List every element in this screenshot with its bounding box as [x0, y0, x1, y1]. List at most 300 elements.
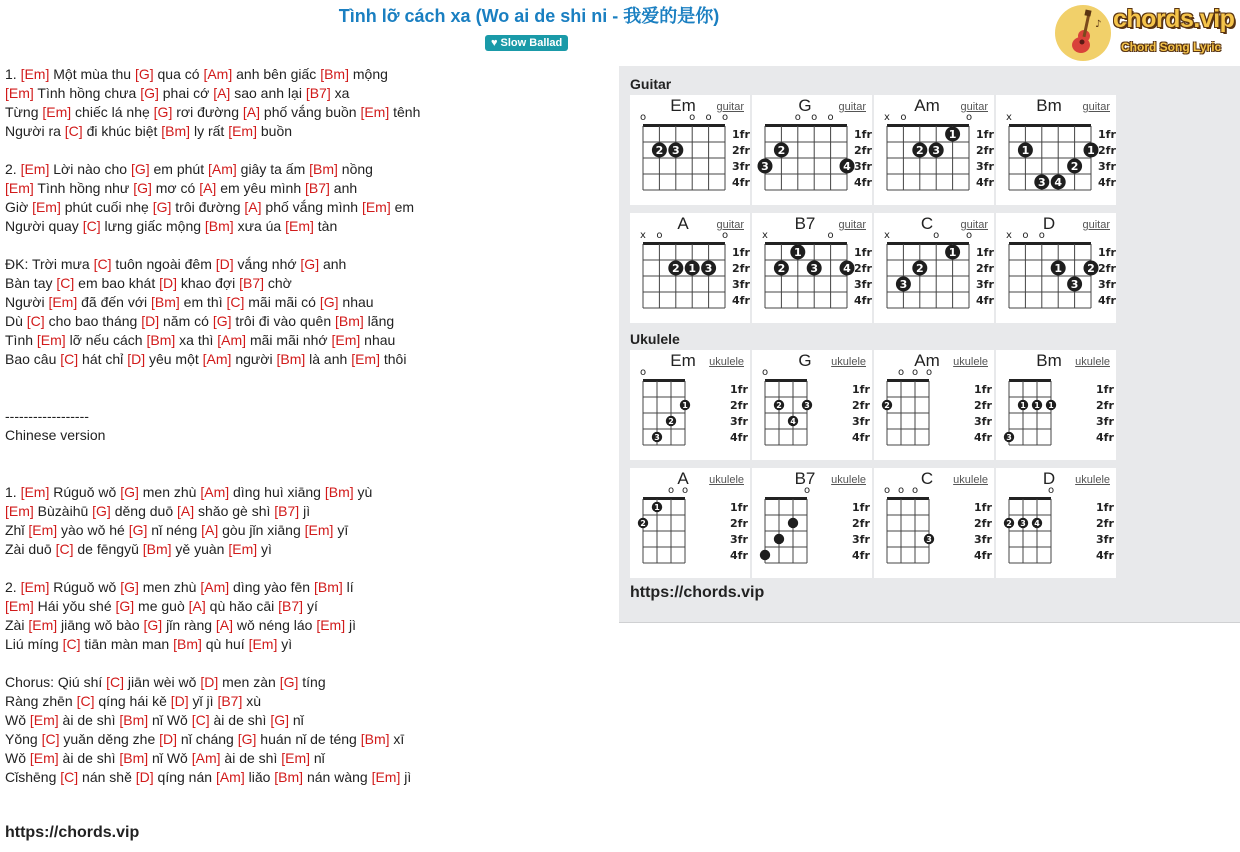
lyric-line [5, 312, 605, 331]
finger-number: 1 [1054, 262, 1063, 275]
chord-link[interactable]: [G] [92, 503, 111, 519]
lyric-text: tíng [298, 674, 326, 690]
finger-number: 2 [668, 417, 674, 426]
chord-link[interactable]: [D] [159, 275, 177, 291]
string-marker: o [897, 367, 905, 378]
lyric-text: em phút [149, 161, 208, 177]
fret-label: 3fr [730, 533, 748, 546]
chord-card-a[interactable] [630, 213, 750, 323]
chord-card-bm[interactable] [996, 350, 1116, 460]
chord-link[interactable]: [D] [170, 693, 189, 709]
lyric-text: buồn [256, 123, 293, 139]
chord-link[interactable]: [Em] [28, 522, 58, 538]
chord-link[interactable]: [G] [140, 85, 159, 101]
chord-card-em[interactable] [630, 350, 750, 460]
lyric-text: jì [345, 617, 356, 633]
lyric-text: nồng [337, 161, 373, 177]
chord-link[interactable]: [C] [62, 636, 81, 652]
chord-diagram [630, 213, 750, 323]
chord-link[interactable]: [B7] [217, 693, 243, 709]
instrument-link[interactable]: guitar [1082, 219, 1110, 231]
fret-label: 3fr [974, 533, 992, 546]
chord-link[interactable]: [G] [212, 313, 232, 329]
chord-link[interactable]: [Bm] [324, 484, 354, 500]
instrument-link[interactable]: guitar [960, 101, 988, 113]
fret-label: 2fr [974, 517, 992, 530]
fret-label: 3fr [1098, 160, 1116, 173]
chord-link[interactable]: [D] [159, 731, 178, 747]
fret-label: 2fr [852, 399, 870, 412]
chord-link[interactable]: [G] [120, 579, 139, 595]
chord-link[interactable]: [Bm] [161, 123, 191, 139]
lyric-text: Rúguǒ wǒ [49, 484, 121, 500]
chord-link[interactable]: [D] [215, 256, 234, 272]
lyric-text: Bùzàihū [33, 503, 93, 519]
chord-link[interactable]: [G] [153, 104, 173, 120]
finger-number: 2 [1006, 519, 1012, 528]
fret-label: 4fr [852, 549, 870, 562]
lyric-text: yī [333, 522, 349, 538]
string-marker: o [911, 367, 919, 378]
lyric-text: chiếc lá nhẹ [71, 104, 154, 120]
lyric-text: em [390, 199, 415, 215]
string-marker: x [884, 230, 890, 241]
chord-link[interactable]: [Bm] [360, 731, 390, 747]
chord-link[interactable]: [Bm] [151, 294, 180, 310]
lyric-line [5, 464, 605, 483]
chord-link[interactable]: [Bm] [335, 313, 364, 329]
chord-link[interactable]: [Am] [207, 161, 237, 177]
fret-label: 2fr [730, 399, 748, 412]
chord-link[interactable]: [Bm] [309, 161, 338, 177]
finger-number: 3 [654, 433, 660, 442]
lyric-text: nǐ Wǒ [148, 750, 192, 766]
fret-label: 2fr [730, 517, 748, 530]
string-marker: o [811, 112, 818, 123]
lyric-line [5, 768, 605, 787]
instrument-link[interactable]: ukulele [709, 474, 744, 486]
chord-link[interactable]: [Am] [200, 484, 230, 500]
fret-label: 4fr [974, 549, 992, 562]
chord-card-c[interactable] [874, 468, 994, 578]
chord-link[interactable]: [D] [135, 769, 154, 785]
panel-url[interactable]: https://chords.vip [630, 584, 765, 601]
fret-label: 1fr [1098, 128, 1116, 141]
chord-link[interactable]: [C] [76, 693, 95, 709]
lyric-text: qíng hái kě [94, 693, 171, 709]
chord-name: G [798, 96, 812, 115]
chord-link[interactable]: [Em] [29, 750, 59, 766]
lyric-line [5, 654, 605, 673]
lyric-text: yì [277, 636, 293, 652]
chord-link[interactable]: [Em] [32, 199, 61, 215]
chord-card-em[interactable] [630, 95, 750, 205]
lyric-text: huán nǐ de téng [256, 731, 361, 747]
chord-link[interactable]: [A] [201, 522, 219, 538]
nut [765, 379, 807, 382]
chord-link[interactable]: [Em] [28, 617, 58, 633]
fret-label: 3fr [1096, 533, 1114, 546]
chord-link[interactable]: [Em] [371, 769, 401, 785]
nut [765, 497, 807, 500]
lyric-text: nǐ cháng [177, 731, 238, 747]
instrument-link[interactable]: ukulele [953, 474, 988, 486]
lyric-line [5, 521, 605, 540]
chord-link[interactable]: [Am] [217, 332, 247, 348]
chord-link[interactable]: [A] [242, 104, 261, 120]
nut [765, 242, 847, 245]
lyric-line [5, 388, 605, 407]
lyric-line [5, 122, 605, 141]
chord-link[interactable]: [Em] [42, 104, 72, 120]
chord-link[interactable]: [G] [279, 674, 299, 690]
fret-label: 1fr [1096, 383, 1114, 396]
fret-label: 2fr [974, 399, 992, 412]
chord-link[interactable]: [C] [60, 769, 79, 785]
ukulele-chord-row [630, 468, 1120, 578]
instrument-link[interactable]: guitar [1082, 101, 1110, 113]
chord-link[interactable]: [C] [93, 256, 112, 272]
chord-link[interactable]: [G] [152, 199, 172, 215]
chord-link[interactable]: [Em] [29, 712, 59, 728]
instrument-link[interactable]: ukulele [1075, 474, 1110, 486]
chord-name: B7 [794, 469, 816, 488]
lyric-line [5, 445, 605, 464]
instrument-link[interactable]: guitar [838, 219, 866, 231]
chord-link[interactable]: [Em] [304, 522, 334, 538]
string-marker: x [884, 112, 890, 123]
chord-link[interactable]: [B7] [305, 180, 330, 196]
lyric-text: nhau [338, 294, 374, 310]
chord-link[interactable]: [Em] [281, 750, 310, 766]
chord-link[interactable]: [Em] [361, 199, 391, 215]
lyric-line [5, 65, 605, 84]
chord-link[interactable]: [Em] [36, 332, 66, 348]
lyric-text: ài de shì [209, 712, 271, 728]
chord-card-bm[interactable] [996, 95, 1116, 205]
string-marker: x [640, 230, 646, 241]
string-marker: o [1047, 485, 1055, 496]
lyric-text: Wǒ [5, 712, 30, 728]
chord-link[interactable]: [B7] [278, 598, 304, 614]
chord-link[interactable]: [Bm] [320, 66, 349, 82]
string-marker: o [689, 112, 696, 123]
instrument-link[interactable]: ukulele [831, 474, 866, 486]
instrument-link[interactable]: ukulele [709, 356, 744, 368]
chord-link[interactable]: [C] [60, 351, 79, 367]
fret-label: 3fr [852, 533, 870, 546]
finger-number: 2 [671, 262, 680, 275]
chord-card-g[interactable] [752, 350, 872, 460]
lyric-line [5, 84, 605, 103]
chord-link[interactable]: [Em] [331, 332, 361, 348]
finger-number: 3 [926, 535, 932, 544]
chord-link[interactable]: [D] [200, 674, 219, 690]
chord-link[interactable]: [C] [55, 541, 74, 557]
lyric-text: xưa úa [233, 218, 286, 234]
lyric-text: là anh [305, 351, 352, 367]
nut [887, 497, 929, 500]
svg-text:♪: ♪ [1095, 19, 1102, 30]
lyric-text: Người [5, 294, 49, 310]
lyric-text: em bao khát [74, 275, 160, 291]
lyric-text: wǒ néng láo [233, 617, 317, 633]
chord-link[interactable]: [Am] [191, 750, 221, 766]
lyric-line [5, 711, 605, 730]
chord-card-c[interactable] [874, 213, 994, 323]
chord-link[interactable]: [C] [106, 674, 125, 690]
fret-label: 3fr [976, 278, 994, 291]
string-marker: o [721, 230, 729, 241]
chord-link[interactable]: [C] [226, 294, 245, 310]
chord-name: C [920, 469, 934, 488]
chord-link[interactable]: [A] [188, 598, 206, 614]
chord-link[interactable]: [C] [64, 123, 83, 139]
lyric-text: ài de shì [58, 750, 120, 766]
chord-link[interactable]: [Bm] [173, 636, 202, 652]
chord-link[interactable]: [Em] [5, 503, 34, 519]
lyric-text: lãng [363, 313, 395, 329]
chord-link[interactable]: [Em] [5, 598, 34, 614]
string-marker: o [897, 485, 905, 496]
lyric-line [5, 274, 605, 293]
fret-label: 1fr [1098, 246, 1116, 259]
chord-link[interactable]: [D] [141, 313, 160, 329]
lyric-line [5, 578, 605, 597]
lyric-text: 1. [5, 66, 21, 82]
chord-link[interactable]: [G] [300, 256, 320, 272]
chord-link[interactable]: [Bm] [119, 750, 149, 766]
chord-name: Bm [1036, 351, 1062, 370]
lyric-text: trôi đường [171, 199, 245, 215]
lyric-text: qíng nán [153, 769, 216, 785]
chord-link[interactable]: [Am] [202, 351, 232, 367]
chord-name: A [677, 469, 689, 488]
lyric-text: men zàn [218, 674, 280, 690]
chord-link[interactable]: [Em] [20, 66, 50, 82]
fret-label: 1fr [976, 246, 994, 259]
chord-card-b7[interactable] [752, 213, 872, 323]
fret-label: 1fr [854, 246, 872, 259]
chord-diagram [996, 95, 1116, 205]
chord-link[interactable]: [Em] [20, 484, 50, 500]
chord-link[interactable]: [B7] [274, 503, 300, 519]
chord-link[interactable]: [Bm] [119, 712, 149, 728]
chord-link[interactable]: [A] [215, 617, 234, 633]
chord-link[interactable]: [Em] [228, 123, 257, 139]
instrument-link[interactable]: ukulele [1075, 356, 1110, 368]
heart-icon: ♥ [491, 37, 498, 49]
fret-label: 1fr [730, 383, 748, 396]
chord-link[interactable]: [G] [134, 66, 154, 82]
lyric-text: Một mùa thu [49, 66, 135, 82]
finger-number: 1 [948, 128, 957, 141]
lyric-line [5, 616, 605, 635]
footer-url[interactable]: https://chords.vip [5, 824, 140, 841]
finger-number: 2 [1070, 160, 1079, 173]
lyric-text: xa [330, 85, 350, 101]
finger-number: 1 [688, 262, 697, 275]
guitar-logo-icon [1055, 5, 1111, 61]
chord-link[interactable]: [Em] [248, 636, 278, 652]
chord-link[interactable]: [Em] [351, 351, 380, 367]
chord-link[interactable]: [G] [143, 617, 163, 633]
fret-label: 4fr [732, 176, 750, 189]
string-marker: o [1022, 230, 1029, 241]
chord-diagram [752, 350, 872, 460]
chord-link[interactable]: [Bm] [274, 769, 304, 785]
chord-name: Am [914, 96, 940, 115]
lyric-text: Ràng zhēn [5, 693, 77, 709]
chord-link[interactable]: [Em] [20, 161, 50, 177]
brand-subtitle: Chord Song Lyric [1121, 40, 1222, 54]
lyric-text: tàn [313, 218, 338, 234]
lyric-text: mơ có [151, 180, 200, 196]
chord-card-d[interactable] [996, 213, 1116, 323]
lyric-text: tiān màn man [80, 636, 174, 652]
chord-diagram [874, 468, 994, 578]
finger-number: 2 [640, 519, 646, 528]
chord-link[interactable]: [Em] [316, 617, 346, 633]
fret-label: 4fr [1098, 176, 1116, 189]
lyric-text: phai cớ [158, 85, 214, 101]
chord-card-am[interactable] [874, 95, 994, 205]
chord-link[interactable]: [Em] [20, 579, 50, 595]
string-marker: o [883, 485, 891, 496]
genre-tag-label: Slow Ballad [500, 37, 563, 49]
chord-link[interactable]: [G] [120, 484, 139, 500]
lyric-text: Liú míng [5, 636, 63, 652]
chord-link[interactable]: [Am] [200, 579, 230, 595]
chord-link[interactable]: [Em] [5, 180, 34, 196]
chord-link[interactable]: [A] [199, 180, 217, 196]
chord-link[interactable]: [B7] [305, 85, 331, 101]
lyric-text: phố vắng mình [261, 199, 362, 215]
chord-link[interactable]: [G] [319, 294, 339, 310]
genre-tag[interactable] [485, 35, 568, 51]
fret-label: 1fr [852, 501, 870, 514]
fret-label: 1fr [732, 128, 750, 141]
ukulele-section-label: Ukulele [630, 331, 680, 347]
chord-link[interactable]: [D] [127, 351, 146, 367]
lyric-text: Từng [5, 104, 43, 120]
site-logo[interactable] [1055, 2, 1235, 62]
finger-number: 1 [654, 503, 660, 512]
fret-label: 1fr [852, 383, 870, 396]
lyric-text: 2. [5, 579, 21, 595]
instrument-link[interactable]: guitar [716, 219, 744, 231]
lyric-text: tênh [389, 104, 421, 120]
chord-link[interactable]: [G] [133, 180, 152, 196]
string-marker: o [1038, 230, 1045, 241]
finger-number: 2 [776, 401, 782, 410]
chord-link[interactable]: [Am] [215, 769, 245, 785]
chord-link[interactable]: [Em] [5, 85, 34, 101]
string-marker: o [933, 230, 940, 241]
chord-diagram [874, 213, 994, 323]
chord-link[interactable]: [Bm] [142, 541, 172, 557]
chord-name: B7 [794, 214, 816, 233]
chord-link[interactable]: [Em] [48, 294, 78, 310]
instrument-link[interactable]: ukulele [953, 356, 988, 368]
chord-link[interactable]: [Bm] [204, 218, 234, 234]
chord-link[interactable]: [C] [26, 313, 45, 329]
chord-link[interactable]: [C] [56, 275, 75, 291]
fret-label: 3fr [854, 160, 872, 173]
instrument-link[interactable]: guitar [960, 219, 988, 231]
lyric-text: phố vắng buồn [260, 104, 361, 120]
string-marker: o [639, 112, 647, 123]
string-marker: o [667, 485, 675, 496]
chord-diagram [874, 350, 994, 460]
lyric-text: Chorus: Qiú shí [5, 674, 107, 690]
chord-link[interactable]: [G] [270, 712, 289, 728]
chord-link[interactable]: [B7] [239, 275, 264, 291]
fret-label: 3fr [1096, 415, 1114, 428]
chord-diagram [752, 95, 872, 205]
lyric-text: ly rất [190, 123, 229, 139]
instrument-link[interactable]: ukulele [831, 356, 866, 368]
lyric-line [5, 350, 605, 369]
chord-link[interactable]: [Am] [203, 66, 233, 82]
chord-card-am[interactable] [874, 350, 994, 460]
chord-link[interactable]: [G] [130, 161, 150, 177]
guitar-chord-row [630, 213, 1120, 323]
chord-link[interactable]: [Bm] [313, 579, 343, 595]
instrument-link[interactable]: guitar [838, 101, 866, 113]
finger-number: 4 [843, 262, 851, 275]
lyric-line [5, 692, 605, 711]
fret-label: 2fr [1096, 399, 1114, 412]
lyric-text: 2. [5, 161, 21, 177]
chord-card-b7[interactable] [752, 468, 872, 578]
chord-link[interactable]: [Bm] [146, 332, 176, 348]
lyric-text: vắng nhớ [233, 256, 301, 272]
chord-diagram [996, 350, 1116, 460]
lyric-text: Wǒ [5, 750, 30, 766]
chord-link[interactable]: [C] [191, 712, 210, 728]
chord-link[interactable]: [C] [41, 731, 60, 747]
chord-card-g[interactable] [752, 95, 872, 205]
instrument-link[interactable]: guitar [716, 101, 744, 113]
string-marker: o [705, 112, 712, 123]
chord-link[interactable]: [A] [213, 85, 231, 101]
string-marker: o [911, 485, 919, 496]
chord-link[interactable]: [G] [115, 598, 135, 614]
lyric-text: cho bao tháng [44, 313, 142, 329]
chord-link[interactable]: [A] [244, 199, 262, 215]
lyric-line [5, 559, 605, 578]
chord-card-d[interactable] [996, 468, 1116, 578]
chord-link[interactable]: [G] [237, 731, 257, 747]
chord-link[interactable]: [Bm] [276, 351, 306, 367]
chord-link[interactable]: [Em] [228, 541, 258, 557]
lyric-line [5, 255, 605, 274]
chord-link[interactable]: [A] [177, 503, 195, 519]
chord-link[interactable]: [C] [82, 218, 101, 234]
fret-label: 2fr [732, 144, 750, 157]
string-marker: o [794, 112, 801, 123]
chord-card-a[interactable] [630, 468, 750, 578]
chord-link[interactable]: [Em] [360, 104, 390, 120]
lyric-text: děng duō [110, 503, 177, 519]
fret-label: 3fr [976, 160, 994, 173]
chord-link[interactable]: [Em] [285, 218, 314, 234]
finger-number: 3 [1020, 519, 1026, 528]
chord-link[interactable]: [G] [128, 522, 148, 538]
lyric-text: Bao câu [5, 351, 61, 367]
chord-name: Em [670, 96, 696, 115]
